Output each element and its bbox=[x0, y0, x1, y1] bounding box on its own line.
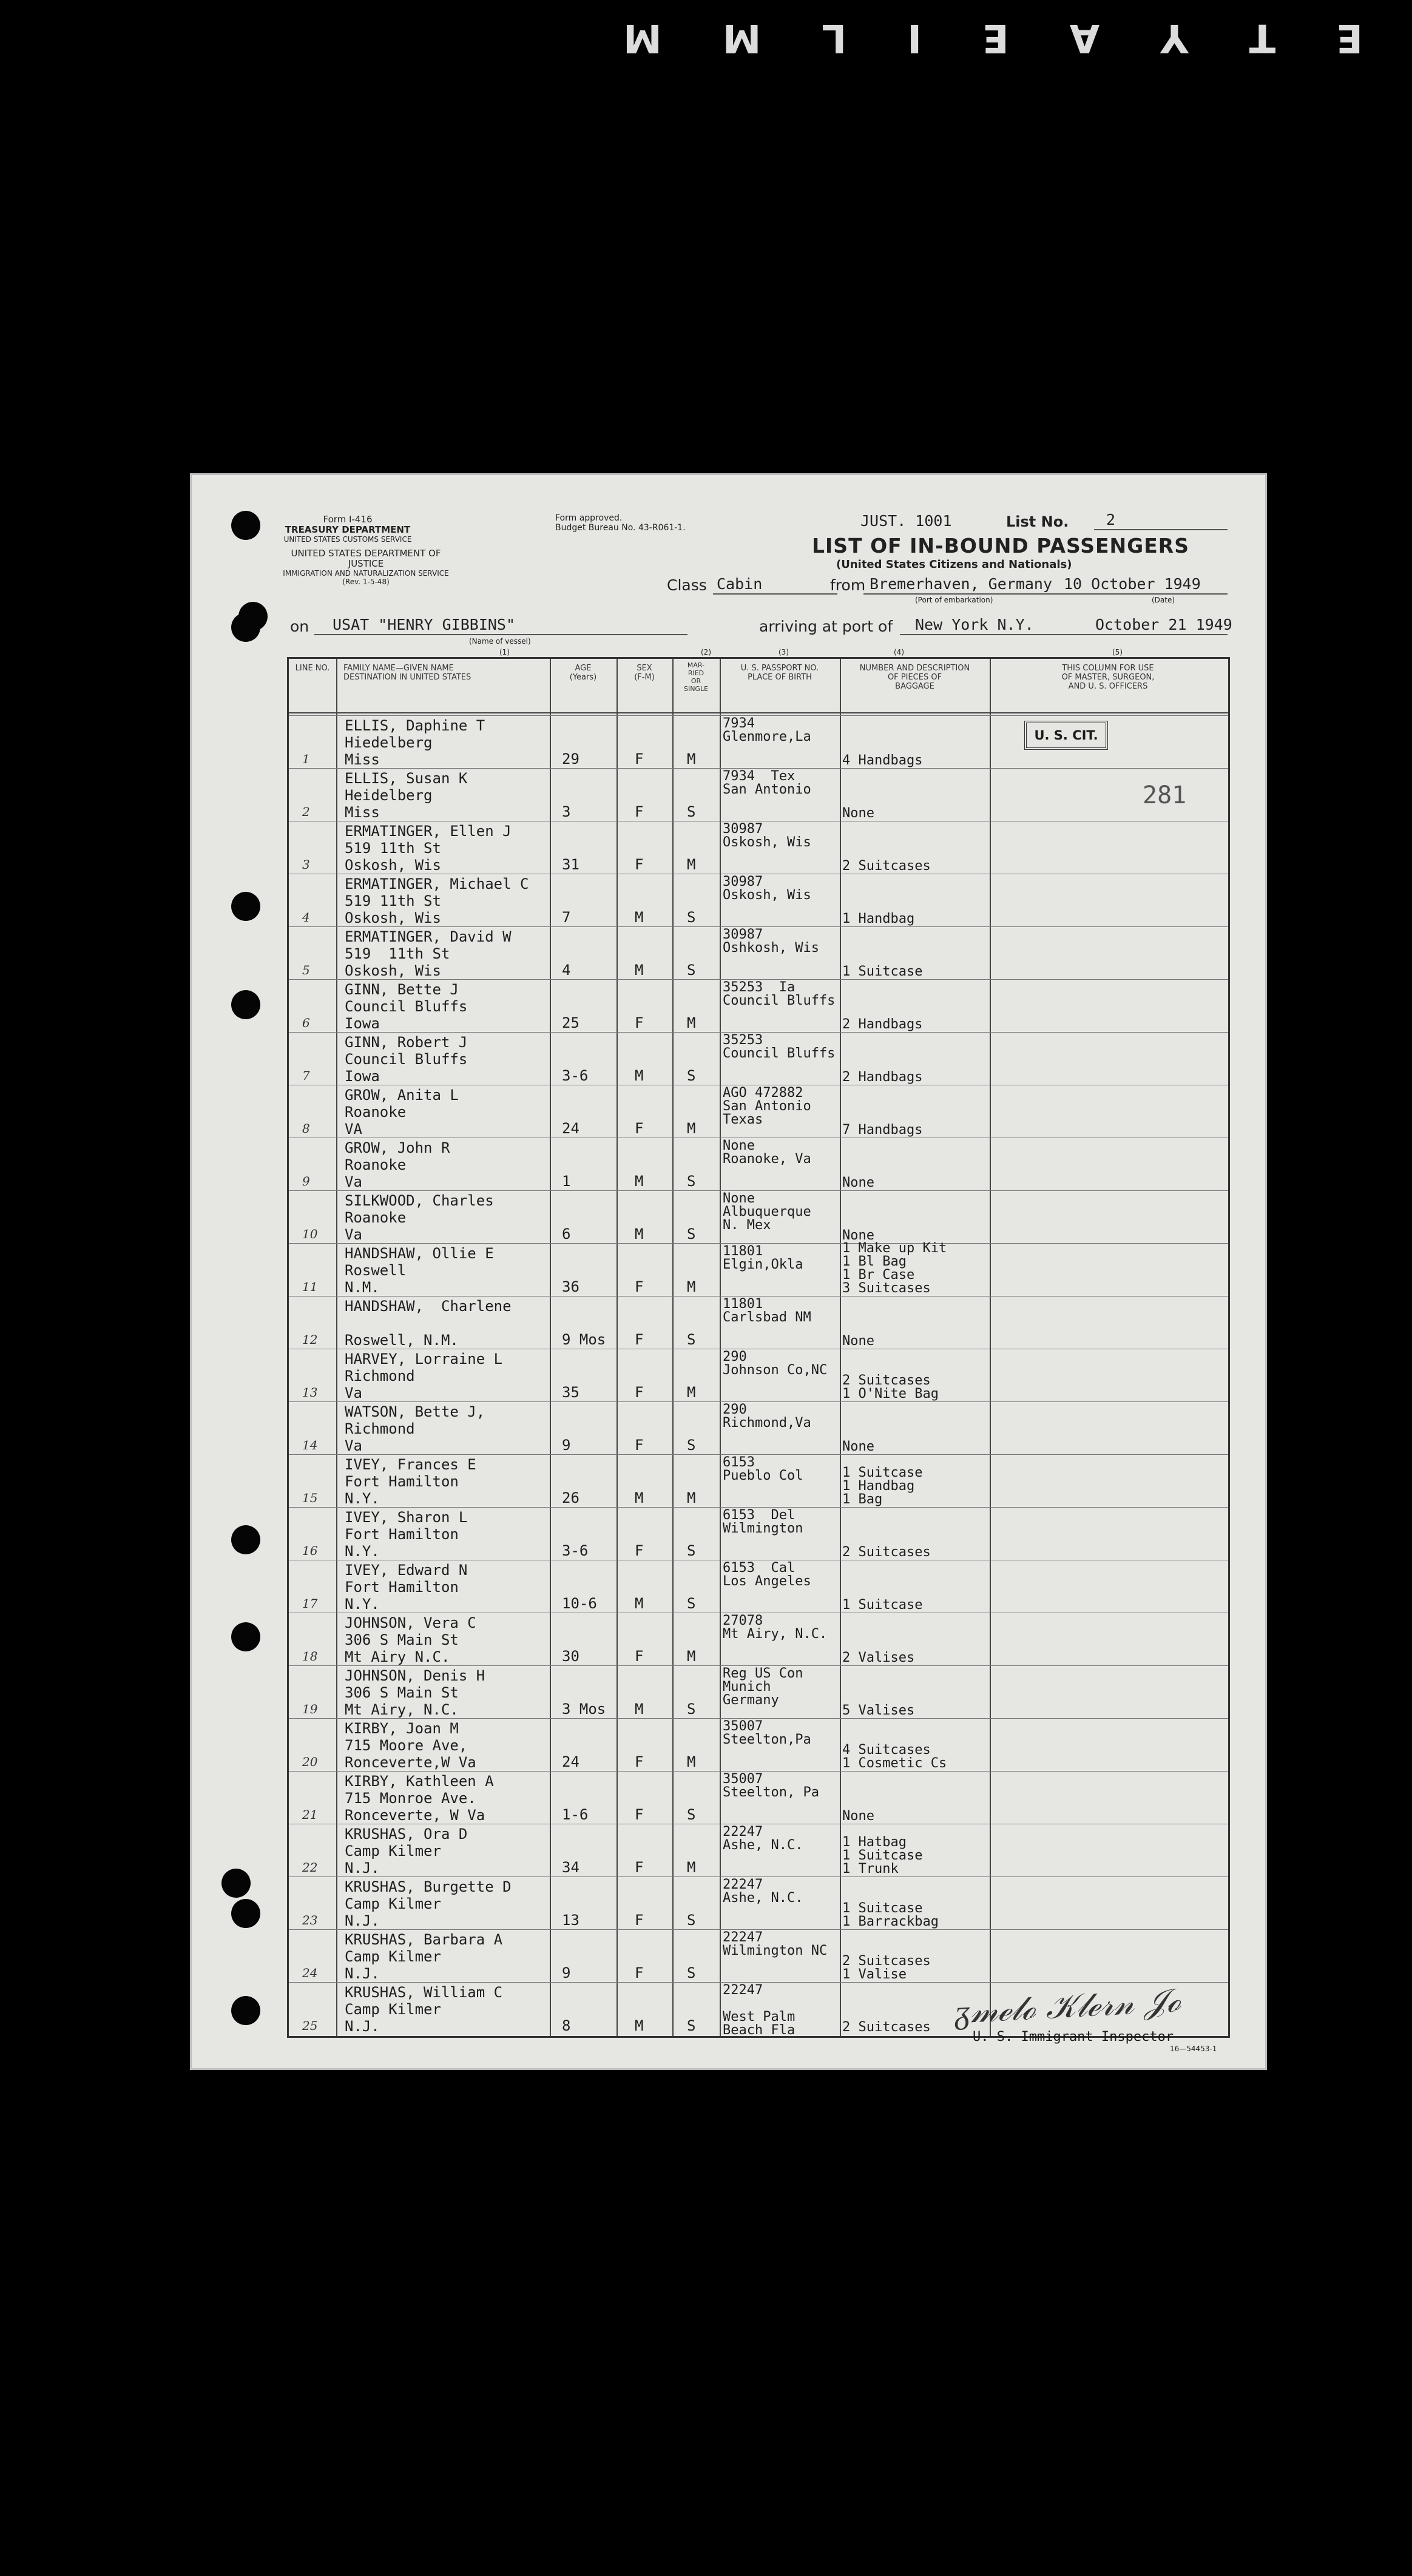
passenger-sex: F bbox=[635, 1278, 644, 1295]
table-row bbox=[289, 1138, 1228, 1191]
passenger-sex: M bbox=[635, 1226, 644, 1242]
passenger-sex: F bbox=[635, 1912, 644, 1929]
marital-status: M bbox=[687, 1489, 696, 1506]
vessel-name: USAT "HENRY GIBBINS" bbox=[333, 616, 516, 633]
table-row bbox=[289, 1401, 1228, 1455]
passenger-sex: F bbox=[635, 1648, 644, 1665]
vessel-caption: (Name of vessel) bbox=[469, 637, 531, 646]
form-number: Form I-416 bbox=[323, 514, 373, 525]
baggage: 7 Handbags bbox=[842, 1122, 923, 1138]
passport-birthplace: 6153 Cal Los Angeles bbox=[723, 1560, 811, 1589]
line-number: 19 bbox=[302, 1702, 318, 1716]
line-number: 24 bbox=[302, 1966, 318, 1980]
passenger-age: 3 bbox=[562, 803, 571, 820]
bureau-text: Budget Bureau No. 43-R061-1. bbox=[555, 523, 686, 533]
passport-birthplace: None Roanoke, Va bbox=[723, 1138, 811, 1167]
passenger-sex: F bbox=[635, 1384, 644, 1401]
baggage: 1 Make up Kit 1 Bl Bag 1 Br Case 3 Suitcases bbox=[842, 1241, 947, 1296]
passenger-name: ERMATINGER, David W 519 11th St Oskosh, Wis bbox=[345, 928, 512, 979]
col-head-married: MAR- RIED OR SINGLE bbox=[683, 661, 709, 693]
passport-birthplace: 11801 Carlsbad NM bbox=[723, 1296, 811, 1325]
marital-status: M bbox=[687, 1753, 696, 1770]
justice-dept: UNITED STATES DEPARTMENT OF JUSTICE bbox=[291, 548, 441, 569]
baggage: 2 Suitcases bbox=[842, 858, 931, 874]
passenger-age: 30 bbox=[562, 1648, 579, 1665]
col-head-name: FAMILY NAME—GIVEN NAME DESTINATION IN UNITED STATES bbox=[343, 664, 471, 682]
line-number: 5 bbox=[302, 963, 310, 977]
justice-sub: IMMIGRATION AND NATURALIZATION SERVICE bbox=[283, 569, 449, 578]
col-head-officers: THIS COLUMN FOR USE OF MASTER, SURGEON, AND U. S. OFFICERS bbox=[1061, 664, 1155, 691]
passenger-age: 6 bbox=[562, 1226, 571, 1242]
marital-status: S bbox=[687, 1437, 696, 1454]
table-row bbox=[289, 1665, 1228, 1719]
class-value: Cabin bbox=[717, 575, 763, 593]
marital-status: S bbox=[687, 1964, 696, 1981]
from-label: from bbox=[830, 576, 866, 594]
passenger-name: JOHNSON, Vera C 306 S Main St Mt Airy N.C. bbox=[345, 1614, 476, 1665]
baggage: None bbox=[842, 1439, 874, 1454]
passport-birthplace: 30987 Oshkosh, Wis bbox=[723, 927, 819, 956]
line-number: 2 bbox=[302, 804, 310, 819]
passenger-name: JOHNSON, Denis H 306 S Main St Mt Airy, N.C. bbox=[345, 1667, 485, 1718]
baggage: 1 Handbag bbox=[842, 911, 915, 926]
passport-birthplace: None Albuquerque N. Mex bbox=[723, 1191, 811, 1233]
passenger-name: HARVEY, Lorraine L Richmond Va bbox=[345, 1350, 503, 1401]
marital-status: M bbox=[687, 1014, 696, 1031]
baggage: 2 Suitcases bbox=[842, 1545, 931, 1560]
passenger-age: 8 bbox=[562, 2017, 571, 2034]
passenger-sex: M bbox=[635, 962, 644, 979]
passenger-name: ELLIS, Daphine T Hiedelberg Miss bbox=[345, 717, 485, 768]
baggage: None bbox=[842, 1334, 874, 1349]
date-caption: (Date) bbox=[1152, 596, 1175, 604]
line-number: 12 bbox=[302, 1332, 318, 1347]
table-row bbox=[289, 979, 1228, 1033]
passport-birthplace: 27078 Mt Airy, N.C. bbox=[723, 1613, 828, 1642]
passenger-age: 7 bbox=[562, 909, 571, 926]
arrival-line bbox=[900, 634, 1228, 635]
passport-birthplace: 7934 Glenmore,La bbox=[723, 716, 811, 744]
from-value: Bremerhaven, Germany bbox=[870, 575, 1053, 593]
line-number: 13 bbox=[302, 1385, 318, 1400]
passport-birthplace: 6153 Del Wilmington bbox=[723, 1508, 803, 1536]
line-number: 10 bbox=[302, 1227, 318, 1241]
list-no-label: List No. bbox=[1006, 513, 1069, 530]
marital-status: S bbox=[687, 1595, 696, 1612]
film-letter: M bbox=[704, 15, 762, 60]
table-row bbox=[289, 1824, 1228, 1877]
list-no-line bbox=[1094, 529, 1228, 530]
passenger-name: IVEY, Edward N Fort Hamilton N.Y. bbox=[345, 1562, 468, 1613]
baggage: 1 Suitcase 1 Barrackbag bbox=[842, 1901, 939, 1929]
passport-birthplace: 35253 Council Bluffs bbox=[723, 1033, 836, 1061]
passenger-name: ERMATINGER, Ellen J 519 11th St Oskosh, Wis bbox=[345, 823, 512, 874]
marital-status: S bbox=[687, 1806, 696, 1823]
baggage: 2 Handbags bbox=[842, 1070, 923, 1085]
film-letter: A bbox=[1051, 15, 1100, 60]
punch-hole bbox=[231, 1622, 260, 1651]
punch-hole bbox=[231, 1996, 260, 2025]
passenger-sex: F bbox=[635, 803, 644, 820]
table-row bbox=[289, 1507, 1228, 1560]
passenger-name: HANDSHAW, Charlene Roswell, N.M. bbox=[345, 1298, 512, 1349]
marital-status: S bbox=[687, 803, 696, 820]
list-number: 2 bbox=[1106, 511, 1116, 528]
passenger-sex: M bbox=[635, 1489, 644, 1506]
passport-birthplace: 11801 Elgin,Okla bbox=[723, 1244, 803, 1272]
punch-hole bbox=[231, 1899, 260, 1928]
film-letter: M bbox=[605, 15, 662, 60]
form-approval bbox=[555, 513, 686, 533]
passenger-sex: F bbox=[635, 856, 644, 873]
class-line bbox=[713, 593, 837, 595]
col-num-5: (5) bbox=[1112, 648, 1123, 656]
passport-birthplace: AGO 472882 San Antonio Texas bbox=[723, 1085, 811, 1127]
passport-birthplace: 290 Johnson Co,NC bbox=[723, 1349, 828, 1378]
baggage: None bbox=[842, 1228, 874, 1243]
passenger-age: 3-6 bbox=[562, 1067, 589, 1084]
passenger-age: 13 bbox=[562, 1912, 579, 1929]
film-letter: I bbox=[889, 15, 922, 60]
from-line bbox=[863, 593, 1228, 595]
table-row bbox=[289, 1349, 1228, 1402]
table-row bbox=[289, 1613, 1228, 1666]
passenger-age: 10-6 bbox=[562, 1595, 597, 1612]
passenger-age: 24 bbox=[562, 1753, 579, 1770]
passport-birthplace: 35007 Steelton,Pa bbox=[723, 1719, 811, 1747]
passenger-name: KIRBY, Joan M 715 Moore Ave, Ronceverte,W Va bbox=[345, 1720, 476, 1771]
passenger-list-sheet bbox=[190, 473, 1267, 2070]
arriving-label: arriving at port of bbox=[759, 618, 893, 635]
table-row bbox=[289, 1296, 1228, 1349]
passenger-sex: M bbox=[635, 1701, 644, 1718]
passport-birthplace: 7934 Tex San Antonio bbox=[723, 769, 811, 797]
department-sub: UNITED STATES CUSTOMS SERVICE bbox=[283, 535, 412, 544]
passenger-age: 34 bbox=[562, 1859, 579, 1876]
passenger-name: KRUSHAS, Burgette D Camp Kilmer N.J. bbox=[345, 1878, 512, 1929]
table-row bbox=[289, 874, 1228, 927]
arrival-date: October 21 1949 bbox=[1095, 616, 1232, 633]
punch-hole bbox=[231, 1525, 260, 1554]
passenger-sex: M bbox=[635, 1595, 644, 1612]
punch-hole bbox=[231, 892, 260, 921]
marital-status: M bbox=[687, 856, 696, 873]
col-num-1: (1) bbox=[499, 648, 510, 656]
on-label: on bbox=[290, 618, 309, 635]
table-row bbox=[289, 1454, 1228, 1508]
passenger-table bbox=[287, 657, 1230, 2038]
passenger-age: 31 bbox=[562, 856, 579, 873]
passport-birthplace: 6153 Pueblo Col bbox=[723, 1455, 803, 1483]
table-row bbox=[289, 1876, 1228, 1930]
vessel-line bbox=[314, 634, 687, 635]
passenger-name: GROW, Anita L Roanoke VA bbox=[345, 1087, 459, 1138]
marital-status: M bbox=[687, 1648, 696, 1665]
department-name: TREASURY DEPARTMENT bbox=[285, 524, 411, 535]
film-letter: T bbox=[1231, 15, 1276, 60]
punch-hole bbox=[221, 1869, 251, 1898]
passenger-name: KRUSHAS, William C Camp Kilmer N.J. bbox=[345, 1984, 503, 2035]
baggage: 2 Suitcases 1 O'Nite Bag bbox=[842, 1373, 939, 1401]
passenger-sex: F bbox=[635, 1806, 644, 1823]
passport-birthplace: 30987 Oskosh, Wis bbox=[723, 821, 811, 850]
marital-status: M bbox=[687, 1384, 696, 1401]
passenger-sex: F bbox=[635, 1437, 644, 1454]
passenger-name: KRUSHAS, Ora D Camp Kilmer N.J. bbox=[345, 1826, 468, 1876]
form-code: 16—54453-1 bbox=[1170, 2045, 1217, 2053]
passenger-age: 35 bbox=[562, 1384, 579, 1401]
passenger-sex: F bbox=[635, 1753, 644, 1770]
passport-birthplace: 35007 Steelton, Pa bbox=[723, 1772, 819, 1800]
line-number: 9 bbox=[302, 1174, 310, 1189]
punch-hole bbox=[231, 511, 260, 540]
film-letter: L bbox=[803, 15, 847, 60]
col-num-4: (4) bbox=[894, 648, 904, 656]
baggage: 1 Suitcase bbox=[842, 1597, 923, 1613]
passport-birthplace: 35253 Ia Council Bluffs bbox=[723, 980, 836, 1008]
passenger-sex: M bbox=[635, 1173, 644, 1190]
line-number: 17 bbox=[302, 1596, 318, 1611]
passenger-name: SILKWOOD, Charles Roanoke Va bbox=[345, 1192, 494, 1243]
baggage: 2 Valises bbox=[842, 1650, 915, 1665]
form-header-left bbox=[269, 514, 427, 544]
table-row bbox=[289, 1718, 1228, 1772]
passenger-age: 3-6 bbox=[562, 1542, 589, 1559]
table-row bbox=[289, 1190, 1228, 1244]
marital-status: S bbox=[687, 1331, 696, 1348]
passport-birthplace: 22247 Wilmington NC bbox=[723, 1930, 828, 1958]
passenger-name: GINN, Robert J Council Bluffs Iowa bbox=[345, 1034, 468, 1085]
marital-status: M bbox=[687, 750, 696, 767]
passenger-age: 9 bbox=[562, 1437, 571, 1454]
passenger-name: IVEY, Frances E Fort Hamilton N.Y. bbox=[345, 1456, 476, 1507]
passenger-age: 4 bbox=[562, 962, 571, 979]
passenger-sex: M bbox=[635, 909, 644, 926]
baggage: 1 Hatbag 1 Suitcase 1 Trunk bbox=[842, 1835, 923, 1876]
passenger-name: KRUSHAS, Barbara A Camp Kilmer N.J. bbox=[345, 1931, 503, 1982]
passport-birthplace: Reg US Con Munich Germany bbox=[723, 1666, 803, 1708]
baggage: 1 Suitcase bbox=[842, 964, 923, 979]
film-letter: E bbox=[1318, 15, 1363, 60]
col-head-line: LINE NO. bbox=[295, 664, 330, 673]
class-label: Class bbox=[667, 576, 707, 594]
col-num-3: (3) bbox=[779, 648, 789, 656]
table-row bbox=[289, 1929, 1228, 1983]
passport-birthplace: 22247 Ashe, N.C. bbox=[723, 1877, 803, 1906]
passenger-age: 24 bbox=[562, 1120, 579, 1137]
line-number: 22 bbox=[302, 1860, 318, 1875]
col-head-sex: SEX (F-M) bbox=[634, 664, 655, 682]
line-number: 7 bbox=[302, 1068, 310, 1083]
table-row bbox=[289, 1085, 1228, 1138]
passenger-sex: F bbox=[635, 1964, 644, 1981]
line-number: 3 bbox=[302, 857, 310, 872]
line-number: 25 bbox=[302, 2018, 318, 2033]
list-subtitle: (United States Citizens and Nationals) bbox=[836, 558, 1072, 571]
marital-status: M bbox=[687, 1278, 696, 1295]
baggage: 4 Handbags bbox=[842, 753, 923, 768]
passenger-age: 25 bbox=[562, 1014, 579, 1031]
col-head-baggage: NUMBER AND DESCRIPTION OF PIECES OF BAGGAGE bbox=[859, 664, 970, 691]
line-number: 18 bbox=[302, 1649, 318, 1664]
passport-birthplace: 22247 Ashe, N.C. bbox=[723, 1824, 803, 1853]
col-head-age: AGE (Years) bbox=[569, 664, 597, 682]
film-strip-marks bbox=[605, 13, 1406, 62]
passport-birthplace: 290 Richmond,Va bbox=[723, 1402, 811, 1431]
passenger-name: ERMATINGER, Michael C 519 11th St Oskosh, Wis bbox=[345, 875, 529, 926]
baggage: None bbox=[842, 1809, 874, 1824]
marital-status: S bbox=[687, 1542, 696, 1559]
passenger-name: IVEY, Sharon L Fort Hamilton N.Y. bbox=[345, 1509, 468, 1560]
marital-status: S bbox=[687, 1067, 696, 1084]
approval-text: Form approved. bbox=[555, 513, 623, 523]
line-number: 4 bbox=[302, 910, 310, 925]
marital-status: S bbox=[687, 2017, 696, 2034]
date-value: 10 October 1949 bbox=[1064, 575, 1201, 593]
just-number: JUST. 1001 bbox=[860, 512, 952, 530]
passport-birthplace: 30987 Oskosh, Wis bbox=[723, 874, 811, 903]
marital-status: S bbox=[687, 962, 696, 979]
marital-status: S bbox=[687, 1701, 696, 1718]
us-citizen-stamp: U. S. CIT. bbox=[1024, 721, 1108, 750]
baggage: 4 Suitcases 1 Cosmetic Cs bbox=[842, 1742, 947, 1771]
line-number: 11 bbox=[302, 1280, 318, 1294]
line-number: 16 bbox=[302, 1543, 318, 1558]
table-row bbox=[289, 1560, 1228, 1613]
passenger-age: 9 bbox=[562, 1964, 571, 1981]
passport-birthplace: 22247 West Palm Beach Fla bbox=[723, 1983, 796, 2038]
list-title: LIST OF IN-BOUND PASSENGERS bbox=[812, 534, 1189, 558]
passenger-name: GINN, Bette J Council Bluffs Iowa bbox=[345, 981, 468, 1032]
col-num-2: (2) bbox=[701, 648, 711, 656]
film-letter: Y bbox=[1142, 15, 1189, 60]
baggage: None bbox=[842, 1175, 874, 1190]
line-number: 23 bbox=[302, 1913, 318, 1927]
line-number: 14 bbox=[302, 1438, 318, 1452]
marital-status: S bbox=[687, 1226, 696, 1242]
passenger-age: 9 Mos bbox=[562, 1331, 606, 1348]
passenger-sex: F bbox=[635, 1859, 644, 1876]
revision: (Rev. 1-5-48) bbox=[342, 578, 390, 586]
stamp-number: 281 bbox=[1143, 781, 1187, 809]
baggage: 5 Valises bbox=[842, 1703, 915, 1718]
passenger-age: 26 bbox=[562, 1489, 579, 1506]
baggage: 2 Suitcases 1 Valise bbox=[842, 1954, 931, 1982]
passenger-age: 3 Mos bbox=[562, 1701, 606, 1718]
line-number: 20 bbox=[302, 1755, 318, 1769]
arrival-port: New York N.Y. bbox=[915, 616, 1034, 633]
table-row bbox=[289, 768, 1228, 821]
marital-status: M bbox=[687, 1859, 696, 1876]
passenger-age: 36 bbox=[562, 1278, 579, 1295]
passenger-sex: M bbox=[635, 2017, 644, 2034]
baggage: 2 Suitcases bbox=[842, 2020, 931, 2035]
table-row bbox=[289, 821, 1228, 874]
passenger-sex: F bbox=[635, 1331, 644, 1348]
punch-hole bbox=[238, 602, 268, 631]
line-number: 6 bbox=[302, 1016, 310, 1030]
line-number: 1 bbox=[302, 752, 310, 766]
passenger-sex: F bbox=[635, 1120, 644, 1137]
table-row bbox=[289, 1771, 1228, 1824]
table-row bbox=[289, 926, 1228, 980]
punch-hole bbox=[231, 990, 260, 1019]
inspector-signature: ᵹ𝓂ℯ𝓁ℴ 𝒦𝓁ℯ𝓇𝓃 𝒥ℴ bbox=[953, 1981, 1182, 2031]
port-caption: (Port of embarkation) bbox=[915, 596, 993, 604]
marital-status: S bbox=[687, 1173, 696, 1190]
passenger-age: 29 bbox=[562, 750, 579, 767]
table-row bbox=[289, 1032, 1228, 1085]
passenger-name: ELLIS, Susan K Heidelberg Miss bbox=[345, 770, 468, 821]
line-number: 8 bbox=[302, 1121, 310, 1136]
passenger-sex: M bbox=[635, 1067, 644, 1084]
line-number: 21 bbox=[302, 1807, 318, 1822]
baggage: 2 Handbags bbox=[842, 1017, 923, 1032]
marital-status: M bbox=[687, 1120, 696, 1137]
line-number: 15 bbox=[302, 1491, 318, 1505]
inspector-caption: U. S. Immigrant Inspector bbox=[973, 2029, 1174, 2045]
baggage: 1 Suitcase 1 Handbag 1 Bag bbox=[842, 1465, 923, 1507]
table-row bbox=[289, 1243, 1228, 1296]
col-head-passport: U. S. PASSPORT NO. PLACE OF BIRTH bbox=[740, 664, 819, 682]
passenger-name: WATSON, Bette J, Richmond Va bbox=[345, 1403, 485, 1454]
passenger-sex: F bbox=[635, 750, 644, 767]
passenger-sex: F bbox=[635, 1542, 644, 1559]
film-letter: E bbox=[964, 15, 1009, 60]
passenger-age: 1 bbox=[562, 1173, 571, 1190]
passenger-name: KIRBY, Kathleen A 715 Monroe Ave. Ronceverte, W Va bbox=[345, 1773, 494, 1824]
passenger-name: HANDSHAW, Ollie E Roswell N.M. bbox=[345, 1245, 494, 1296]
form-header-justice bbox=[281, 548, 451, 586]
marital-status: S bbox=[687, 909, 696, 926]
passenger-name: GROW, John R Roanoke Va bbox=[345, 1139, 450, 1190]
baggage: None bbox=[842, 806, 874, 821]
passenger-sex: F bbox=[635, 1014, 644, 1031]
passenger-age: 1-6 bbox=[562, 1806, 589, 1823]
marital-status: S bbox=[687, 1912, 696, 1929]
